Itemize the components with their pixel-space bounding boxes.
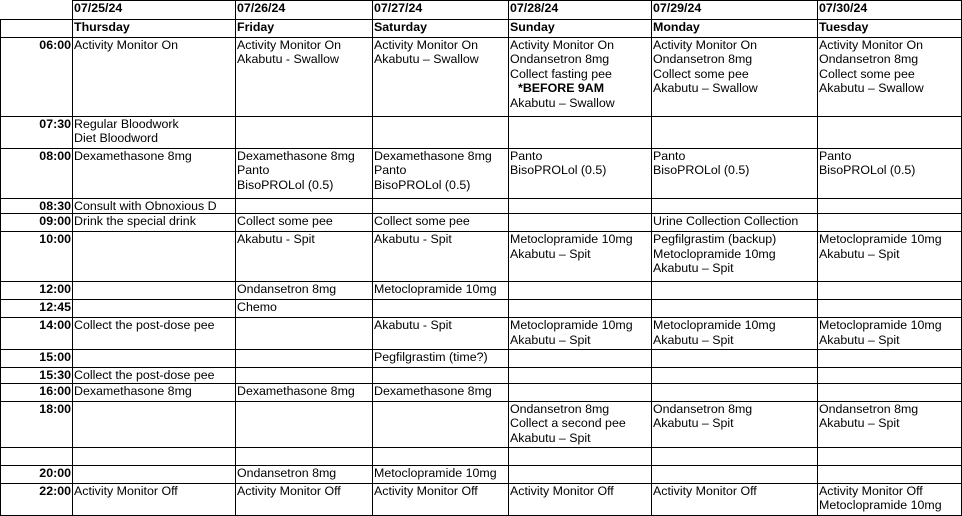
schedule-cell[interactable] [509,447,652,465]
schedule-cell[interactable] [373,282,509,300]
schedule-cell[interactable] [373,149,509,199]
schedule-cell[interactable] [509,483,652,515]
schedule-cell[interactable] [509,232,652,282]
date-cell[interactable]: 07/25/24 [73,1,236,20]
schedule-cell[interactable] [236,401,373,447]
cell-entry: Collect fasting pee [510,66,612,81]
schedule-cell[interactable] [73,232,236,282]
schedule-cell[interactable] [652,282,818,300]
schedule-cell[interactable] [509,38,652,117]
cell-entry: Ondansetron 8mg [819,52,919,67]
time-cell[interactable]: 12:45 [1,300,73,318]
schedule-row [1,38,962,117]
schedule-cell[interactable] [818,350,962,368]
cell-entry: Urine Collection Collection [653,214,799,229]
schedule-cell[interactable] [818,214,962,232]
schedule-cell[interactable] [509,465,652,483]
schedule-cell[interactable] [373,383,509,401]
cell-entry: Dexamethasone 8mg [74,149,192,163]
schedule-cell[interactable] [373,38,509,117]
cell-entry: Akabutu – Spit [653,261,734,276]
time-cell[interactable]: 10:00 [1,232,73,282]
cell-entry: Metoclopramide 10mg [374,282,497,297]
cell-entry: Panto [237,163,270,178]
time-cell[interactable]: 15:00 [1,350,73,368]
day-cell[interactable]: Tuesday [818,20,962,38]
day-cell[interactable]: Saturday [373,20,509,38]
schedule-cell[interactable] [236,38,373,117]
schedule-cell[interactable] [73,214,236,232]
schedule-cell[interactable] [236,447,373,465]
schedule-cell[interactable] [373,232,509,282]
schedule-cell[interactable] [818,282,962,300]
schedule-cell[interactable] [73,282,236,300]
schedule-cell[interactable] [236,232,373,282]
cell-entry: Dexamethasone 8mg [237,383,355,398]
cell-entry: BisoPROLol (0.5) [237,177,334,192]
time-cell[interactable]: 14:00 [1,318,73,350]
schedule-cell[interactable] [236,383,373,401]
schedule-cell[interactable] [652,318,818,350]
schedule-row [1,350,962,368]
date-cell[interactable]: 07/28/24 [509,1,652,20]
cell-entry: Akabutu – Spit [819,246,900,261]
schedule-body [1,1,962,516]
schedule-cell[interactable] [652,383,818,401]
cell-entry: Activity Monitor Off [237,483,341,498]
cell-entry: Metoclopramide 10mg [819,318,942,333]
schedule-cell[interactable] [236,368,373,383]
schedule-cell[interactable] [818,368,962,383]
date-cell[interactable]: 07/27/24 [373,1,509,20]
time-cell[interactable]: 12:00 [1,282,73,300]
schedule-cell[interactable] [236,199,373,214]
cell-entry: BisoPROLol (0.5) [653,163,750,178]
day-cell[interactable]: Monday [652,20,818,38]
cell-entry: BisoPROLol (0.5) [819,163,916,178]
cell-entry: Activity Monitor Off [74,483,178,498]
schedule-cell[interactable] [373,447,509,465]
cell-entry: Metoclopramide 10mg [653,246,776,261]
cell-entry: Activity Monitor On [237,38,341,52]
cell-entry: Collect some pee [237,214,333,229]
schedule-cell[interactable] [818,149,962,199]
date-cell[interactable]: 07/26/24 [236,1,373,20]
schedule-cell[interactable] [73,318,236,350]
schedule-cell[interactable] [73,447,236,465]
schedule-cell[interactable] [373,117,509,149]
cell-entry: BisoPROLol (0.5) [510,163,607,178]
cell-entry: Metoclopramide 10mg [819,232,942,247]
date-cell[interactable]: 07/30/24 [818,1,962,20]
cell-entry: Diet Bloodword [74,131,159,146]
cell-entry: Activity Monitor Off [819,483,923,498]
time-cell[interactable]: 08:00 [1,149,73,199]
schedule-cell[interactable] [236,214,373,232]
schedule-cell[interactable] [236,465,373,483]
schedule-cell[interactable] [73,38,236,117]
cell-entry: Pegfilgrastim (backup) [653,232,777,247]
schedule-cell[interactable] [236,282,373,300]
schedule-cell[interactable] [818,447,962,465]
schedule-cell[interactable] [818,318,962,350]
schedule-cell[interactable] [652,483,818,515]
schedule-cell[interactable] [818,232,962,282]
schedule-cell[interactable] [373,465,509,483]
time-cell[interactable]: 07:30 [1,117,73,149]
schedule-cell[interactable] [652,401,818,447]
schedule-row [1,465,962,483]
cell-entry: Akabutu - Spit [374,318,452,333]
cell-entry: Ondansetron 8mg [653,52,753,67]
schedule-cell[interactable] [818,199,962,214]
cell-entry: Collect some pee [653,66,749,81]
date-header-row [1,1,962,20]
schedule-row [1,368,962,383]
time-cell[interactable]: 15:30 [1,368,73,383]
cell-entry: Activity Monitor Off [374,483,478,498]
time-cell[interactable]: 09:00 [1,214,73,232]
cell-entry: Panto [510,149,543,163]
cell-entry: Akabutu – Spit [510,246,591,261]
schedule-cell[interactable] [509,199,652,214]
cell-entry: Ondansetron 8mg [653,401,753,416]
schedule-cell[interactable] [509,350,652,368]
schedule-cell[interactable] [652,447,818,465]
cell-entry: Ondansetron 8mg [819,401,919,416]
schedule-cell[interactable] [73,300,236,318]
schedule-cell[interactable] [73,383,236,401]
time-cell[interactable]: 20:00 [1,465,73,483]
cell-entry: Collect some pee [819,66,915,81]
schedule-cell[interactable] [818,465,962,483]
schedule-cell[interactable] [73,368,236,383]
schedule-row [1,149,962,199]
schedule-cell[interactable] [818,401,962,447]
cell-entry: Akabutu - Swallow [237,52,339,67]
cell-entry: Ondansetron 8mg [237,465,337,480]
cell-entry: Akabutu – Swallow [510,95,615,110]
schedule-cell[interactable] [73,149,236,199]
cell-entry: Chemo [237,300,277,315]
time-cell[interactable]: 18:00 [1,401,73,447]
schedule-cell[interactable] [509,300,652,318]
schedule-cell[interactable] [509,401,652,447]
cell-entry: Akabutu – Spit [819,332,900,347]
cell-entry: Ondansetron 8mg [510,401,610,416]
schedule-row [1,318,962,350]
cell-entry: Dexamethasone 8mg [374,383,492,398]
cell-entry: Akabutu – Swallow [819,81,924,96]
cell-entry: Metoclopramide 10mg [510,318,633,333]
schedule-cell[interactable] [236,318,373,350]
schedule-cell[interactable] [236,483,373,515]
cell-entry: Akabutu – Spit [819,416,900,431]
schedule-row [1,214,962,232]
time-cell[interactable]: 06:00 [1,38,73,117]
cell-entry: Dexamethasone 8mg [237,149,355,163]
schedule-cell[interactable] [373,401,509,447]
cell-entry: Metoclopramide 10mg [374,465,497,480]
day-cell[interactable]: Friday [236,20,373,38]
schedule-cell[interactable] [818,300,962,318]
cell-entry: Panto [374,163,407,178]
cell-entry: Activity Monitor On [653,38,757,52]
cell-entry: Panto [653,149,686,163]
schedule-cell[interactable] [73,350,236,368]
schedule-row [1,383,962,401]
cell-entry: Collect the post-dose pee [74,318,215,333]
schedule-row [1,300,962,318]
schedule-cell[interactable] [236,300,373,318]
schedule-cell[interactable] [373,368,509,383]
cell-entry: Akabutu – Spit [653,332,734,347]
cell-entry: *BEFORE 9AM [518,81,605,96]
cell-entry: Metoclopramide 10mg [819,498,942,513]
schedule-cell[interactable] [652,300,818,318]
schedule-cell[interactable] [373,350,509,368]
schedule-cell[interactable] [73,401,236,447]
day-cell[interactable]: Thursday [73,20,236,38]
cell-entry: Activity Monitor On [819,38,923,52]
schedule-cell[interactable] [236,117,373,149]
cell-entry: Metoclopramide 10mg [653,318,776,333]
cell-entry: Akabutu - Spit [374,232,452,247]
schedule-cell[interactable] [509,149,652,199]
schedule-row [1,483,962,515]
schedule-cell[interactable] [818,383,962,401]
cell-entry: Metoclopramide 10mg [510,232,633,247]
schedule-cell[interactable] [73,199,236,214]
schedule-cell[interactable] [652,214,818,232]
date-cell[interactable]: 07/29/24 [652,1,818,20]
schedule-row [1,199,962,214]
cell-entry: Activity Monitor On [74,38,178,52]
cell-entry: Akabutu – Swallow [653,81,758,96]
time-cell[interactable]: 16:00 [1,383,73,401]
schedule-cell[interactable] [509,117,652,149]
schedule-cell[interactable] [509,318,652,350]
cell-entry: Activity Monitor Off [510,483,614,498]
schedule-cell[interactable] [818,117,962,149]
schedule-cell[interactable] [652,465,818,483]
schedule-cell[interactable] [73,465,236,483]
cell-entry: Activity Monitor On [374,38,478,52]
schedule-cell[interactable] [373,199,509,214]
schedule-cell[interactable] [73,483,236,515]
schedule-cell[interactable] [652,199,818,214]
cell-entry: Ondansetron 8mg [510,52,610,67]
cell-entry: Dexamethasone 8mg [374,149,492,163]
schedule-cell[interactable] [652,368,818,383]
schedule-cell[interactable] [652,117,818,149]
schedule-cell[interactable] [236,350,373,368]
schedule-cell[interactable] [373,318,509,350]
schedule-cell[interactable] [509,383,652,401]
schedule-cell[interactable] [236,149,373,199]
cell-entry: Akabutu – Swallow [374,52,479,67]
schedule-cell[interactable] [652,232,818,282]
schedule-cell[interactable] [373,214,509,232]
day-corner-cell[interactable] [1,20,73,38]
cell-entry: Collect some pee [374,214,470,229]
schedule-row [1,282,962,300]
cell-entry: Regular Bloodwork [74,117,179,131]
day-header-row [1,20,962,38]
cell-entry: Activity Monitor Off [653,483,757,498]
cell-entry: Collect the post-dose pee [74,368,215,383]
schedule-cell[interactable] [509,282,652,300]
schedule-cell[interactable] [652,38,818,117]
cell-entry: BisoPROLol (0.5) [374,177,471,192]
cell-entry: Akabutu - Spit [237,232,315,247]
time-cell[interactable]: 08:30 [1,199,73,214]
schedule-row [1,232,962,282]
cell-entry: Dexamethasone 8mg [74,383,192,398]
schedule-cell[interactable] [509,368,652,383]
schedule-row [1,117,962,149]
schedule-row [1,401,962,447]
schedule-cell[interactable] [73,117,236,149]
schedule-cell[interactable] [652,350,818,368]
cell-entry: Akabutu – Spit [510,430,591,445]
cell-entry: Akabutu – Spit [510,332,591,347]
schedule-cell[interactable] [509,214,652,232]
cell-entry: Pegfilgrastim (time?) [374,350,488,365]
schedule-cell[interactable] [818,38,962,117]
schedule-cell[interactable] [373,300,509,318]
cell-entry: Ondansetron 8mg [237,282,337,297]
cell-entry: Panto [819,149,852,163]
day-cell[interactable]: Sunday [509,20,652,38]
schedule-cell[interactable] [652,149,818,199]
cell-entry: Collect a second pee [510,416,626,431]
time-cell[interactable] [1,447,73,465]
schedule-cell[interactable] [373,483,509,515]
schedule-cell[interactable] [818,483,962,515]
cell-entry: Drink the special drink [74,214,196,229]
cell-entry: Consult with Obnoxious D [74,199,217,213]
cell-entry: Activity Monitor On [510,38,614,52]
cell-entry: Akabutu – Spit [653,416,734,431]
schedule-row [1,447,962,465]
time-cell[interactable]: 22:00 [1,483,73,515]
corner-cell[interactable] [1,1,73,20]
